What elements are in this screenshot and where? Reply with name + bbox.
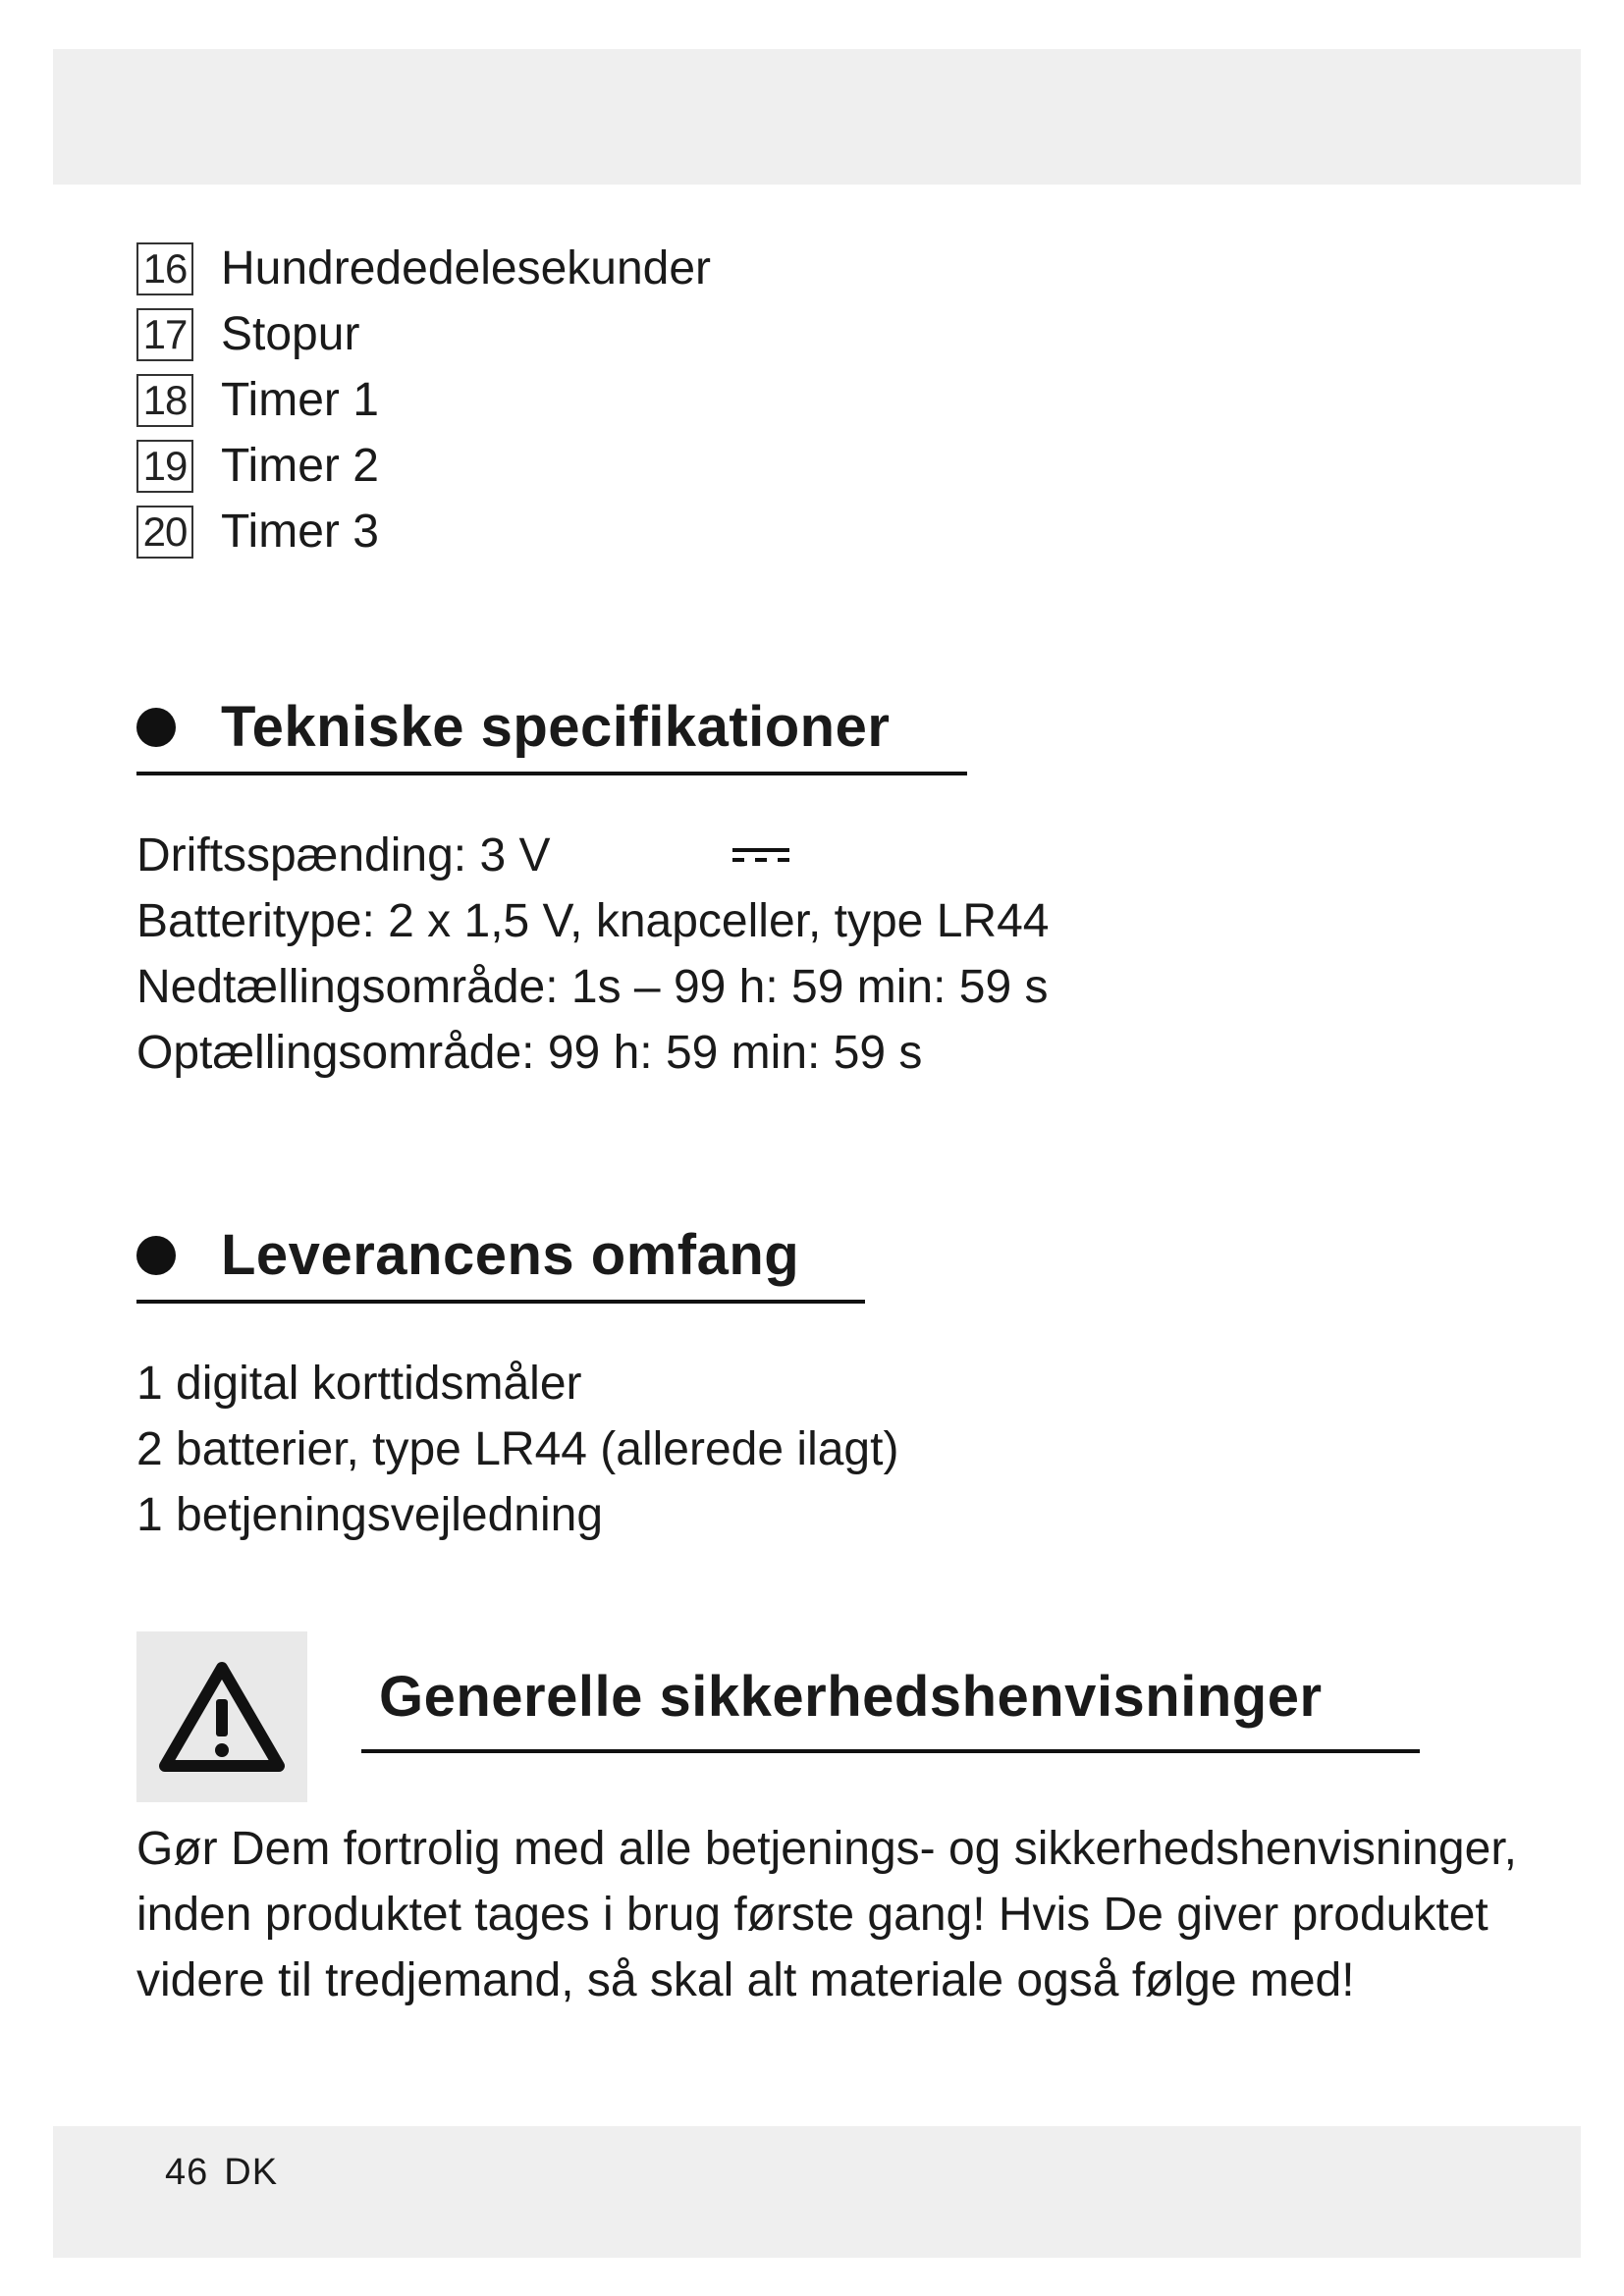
legend-label: Stopur [221,307,360,360]
footer-band [53,2126,1581,2258]
safety-line: inden produktet tages i brug første gang! Hvis De giver produktet [136,1889,1489,1941]
legend-item [136,236,711,301]
delivery-heading [136,1223,865,1304]
delivery-line: 1 digital korttidsmåler [136,1358,582,1410]
warning-box [136,1631,307,1802]
legend-label: Timer 2 [221,439,379,492]
header-band [53,49,1581,185]
heading-underline [136,772,967,775]
heading-underline [361,1749,1420,1753]
tech-specs-title: Tekniske specifikationer [221,695,891,759]
legend-item [136,367,711,433]
legend-number: 19 [136,440,193,493]
parts-legend [136,236,711,564]
safety-paragraph [136,1816,1517,2013]
safety-line: videre til tredjemand, så skal alt materiale også følge med! [136,1954,1355,2006]
tech-specs-heading [136,695,967,775]
delivery-line: 2 batterier, type LR44 (allerede ilagt) [136,1423,899,1475]
delivery-list [136,1351,898,1548]
language-code: DK [224,2152,279,2193]
delivery-line: 1 betjeningsvejledning [136,1489,604,1541]
legend-item [136,301,711,367]
spec-line: Driftsspænding: 3 V [136,823,1049,888]
dc-current-icon [732,848,789,868]
safety-line: Gør Dem fortrolig med alle betjenings- og sikkerhedshenvisninger, [136,1823,1517,1875]
legend-label: Timer 3 [221,505,379,558]
page-footer [165,2152,278,2194]
legend-label: Hundrededelesekunder [221,241,712,294]
bullet-icon [136,708,176,747]
legend-number: 16 [136,242,193,295]
safety-heading [361,1665,1420,1753]
heading-underline [136,1300,865,1304]
spec-line: Optællingsområde: 99 h: 59 min: 59 s [136,1027,923,1079]
legend-label: Timer 1 [221,373,379,426]
tech-specs-list [136,823,1049,1086]
legend-item [136,499,711,564]
spec-line: Batteritype: 2 x 1,5 V, knapceller, type LR44 [136,895,1050,947]
delivery-title: Leverancens omfang [221,1223,800,1287]
safety-title: Generelle sikkerhedshenvisninger [379,1665,1323,1729]
spec-line: Nedtællingsområde: 1s – 99 h: 59 min: 59 s [136,961,1049,1013]
legend-number: 20 [136,506,193,559]
warning-triangle-icon [157,1660,287,1774]
legend-item [136,433,711,499]
legend-number: 17 [136,308,193,361]
page-number: 46 [165,2152,209,2193]
legend-number: 18 [136,374,193,427]
bullet-icon [136,1236,176,1275]
